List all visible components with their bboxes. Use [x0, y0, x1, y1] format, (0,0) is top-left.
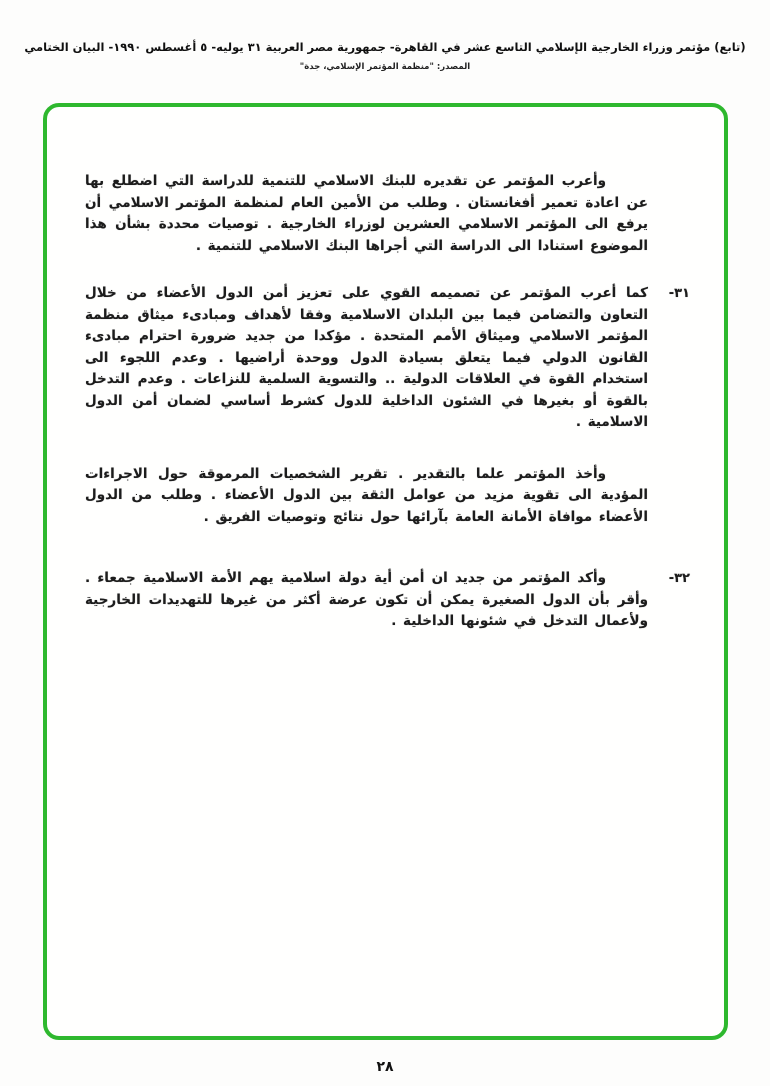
- paragraph: [85, 283, 690, 434]
- paragraph-text: وأعرب المؤتمر عن تقديره للبنك الاسلامي للتنمية للدراسة التي اضطلع بها عن اعادة تعمير أفغانستان . وطلب من الأمين العام لمنظمة المؤتمر الاسلامي أن يرفع الى المؤتمر الاسلامي العشرين لوزراء الخارجية . توصيات محددة بشأن هذا الموضوع استنادا الى الدراسة التي أجراها البنك الاسلامي للتنمية .: [85, 173, 648, 254]
- header-title: (تابع) مؤتمر وزراء الخارجية الإسلامي التاسع عشر في القاهرة- جمهورية مصر العربية ٣١ يوليه- ٥ أغسطس ١٩٩٠- البيان الختامي: [24, 40, 746, 54]
- paragraph-number: ٣٢-: [668, 571, 690, 586]
- document-body: [85, 171, 690, 633]
- paragraph-number: [648, 464, 690, 529]
- paragraph: [85, 568, 690, 633]
- document-header: [0, 40, 770, 72]
- paragraph-text: وأكد المؤتمر من جديد ان أمن أية دولة اسلامية يهم الأمة الاسلامية جمعاء . وأقر بأن الدول الصغيرة يمكن أن تكون عرضة أكثر من غيرها للتهديدات الخارجية ولأعمال التدخل في شئونها الداخلية .: [85, 570, 648, 629]
- scanned-page-frame: [43, 103, 728, 1040]
- paragraph-text: كما أعرب المؤتمر عن تصميمه القوي على تعزيز أمن الدول الأعضاء من خلال التعاون والتضامن فيما بين البلدان الاسلامية وفقا لأهداف ومبادىء ميثاق منظمة المؤتمر الاسلامي وميثاق الأمم المتحدة . مؤكدا من جديد ضرورة احترام مبادىء القانون الدولي فيما يتعلق بسيادة الدول ووحدة أراضيها . وعدم اللجوء الى استخدام القوة في العلاقات الدولية .. والتسوية السلمية للنزاعات . وعدم التدخل بالقوة أو بغيرها في الشئون الداخلية للدول كشرط أساسي لضمان أمن الدول الاسلامية .: [85, 285, 648, 430]
- paragraph-text: وأخذ المؤتمر علما بالتقدير . تقرير الشخصيات المرموقة حول الاجراءات المؤدية الى تقوية مزيد من عوامل الثقة بين الدول الأعضاء . وطلب من الدول الأعضاء موافاة الأمانة العامة بآرائها حول نتائج وتوصيات الفريق .: [85, 465, 648, 525]
- paragraph: [85, 171, 690, 257]
- paragraph-number: ٣١-: [668, 286, 690, 301]
- page-number: ٢٨: [376, 1059, 394, 1075]
- header-source: المصدر: "منظمة المؤتمر الإسلامي، جدة": [299, 62, 471, 72]
- paragraph-number: [648, 171, 690, 257]
- paragraph: [85, 464, 690, 529]
